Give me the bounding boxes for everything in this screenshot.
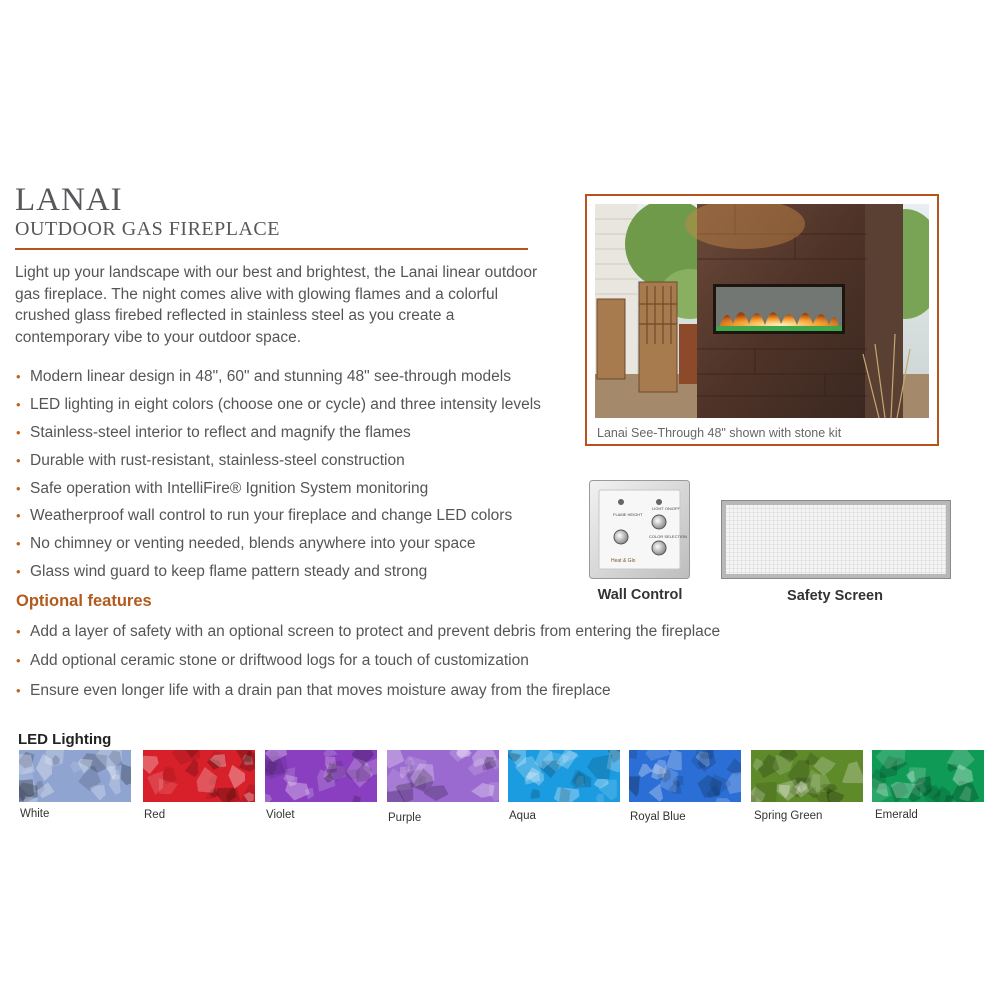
photo-caption: Lanai See-Through 48" shown with stone kit [597,426,842,440]
crushed-glass-texture [508,750,620,802]
bullet-icon: • [16,424,21,440]
bullet-icon: • [16,564,21,580]
feature-text: No chimney or venting needed, blends anywhere into your space [30,535,476,553]
wall-control-illustration [589,480,690,579]
optional-text: Add a layer of safety with an optional screen to protect and prevent debris from entering the fireplace [30,623,721,640]
bullet-icon: • [16,508,21,524]
title-divider [15,248,528,250]
bullet-icon: • [16,369,21,384]
led-swatch-aqua [508,750,620,802]
led-swatch-spring-green [751,750,863,802]
optional-item [15,650,715,679]
led-label-red: Red [144,809,166,821]
safety-screen-label: Safety Screen [787,588,883,604]
feature-text: Durable with rust-resistant, stainless-steel construction [30,451,405,469]
crushed-glass-texture [629,750,741,802]
led-lighting-heading: LED Lighting [18,731,112,748]
bullet-icon: • [16,396,21,412]
flame-height-label: FLAME HEIGHT [613,512,643,517]
led-label-royal-blue: Royal Blue [630,811,686,823]
feature-text: Weatherproof wall control to run your fireplace and change LED colors [30,507,513,525]
feature-text: Modern linear design in 48", 60" and stunning 48" see-through models [30,368,511,385]
feature-text: Stainless-steel interior to reflect and magnify the flames [30,423,411,441]
feature-item [15,450,715,478]
safety-screen-illustration [721,500,951,579]
bullet-icon: • [16,536,21,552]
wall-control-image [589,480,690,579]
fireplace-illustration [595,204,929,418]
led-swatch-royal-blue [629,750,741,802]
led-swatch-emerald [872,750,984,802]
optional-features-heading: Optional features [16,592,152,610]
color-selection-label: COLOR SELECTION [649,534,688,539]
bullet-icon: • [16,653,21,669]
led-label-purple: Purple [388,812,422,824]
feature-text: LED lighting in eight colors (choose one or cycle) and three intensity levels [30,395,541,413]
led-swatch-red [143,750,255,802]
optional-feature-list [15,621,721,709]
safety-screen-image [721,500,951,579]
crushed-glass-texture [387,750,499,802]
led-label-spring-green: Spring Green [754,810,823,822]
optional-text: Add optional ceramic stone or driftwood logs for a touch of customization [30,652,529,670]
led-swatch-violet [265,750,377,802]
fireplace-photo [595,204,929,418]
bullet-icon: • [16,480,21,496]
optional-item [15,621,721,650]
optional-item [15,680,715,709]
optional-text: Ensure even longer life with a drain pan that moves moisture away from the fireplace [30,681,611,699]
led-label-aqua: Aqua [509,810,536,822]
crushed-glass-texture [19,750,131,802]
led-label-emerald: Emerald [875,809,918,821]
feature-text: Safe operation with IntelliFire® Ignition System monitoring [30,479,429,497]
light-label: LIGHT ON/OFF [652,506,680,511]
wall-control-brand: Heat & Glo [611,558,636,564]
crushed-glass-texture [265,750,377,802]
bullet-icon: • [16,452,21,468]
product-photo-frame [585,194,939,446]
feature-text: Glass wind guard to keep flame pattern steady and strong [30,563,428,581]
product-subtitle: OUTDOOR GAS FIREPLACE [15,218,280,240]
led-swatch-purple [387,750,499,802]
intro-paragraph: Light up your landscape with our best and brightest, the Lanai linear outdoor gas fireplace. The night comes alive with glowing flames and a colorful crushed glass firebed reflected in stainless steel as you create a contemporary vibe to your outdoor space. [15,264,538,346]
product-title: LANAI [15,182,123,218]
led-swatch-white [19,750,131,802]
wall-control-label: Wall Control [597,587,683,603]
bullet-icon: • [16,682,21,698]
led-label-white: White [20,808,50,820]
bullet-icon: • [16,624,21,639]
crushed-glass-texture [751,750,863,802]
crushed-glass-texture [872,750,984,802]
crushed-glass-texture [143,750,255,802]
led-label-violet: Violet [266,809,295,821]
